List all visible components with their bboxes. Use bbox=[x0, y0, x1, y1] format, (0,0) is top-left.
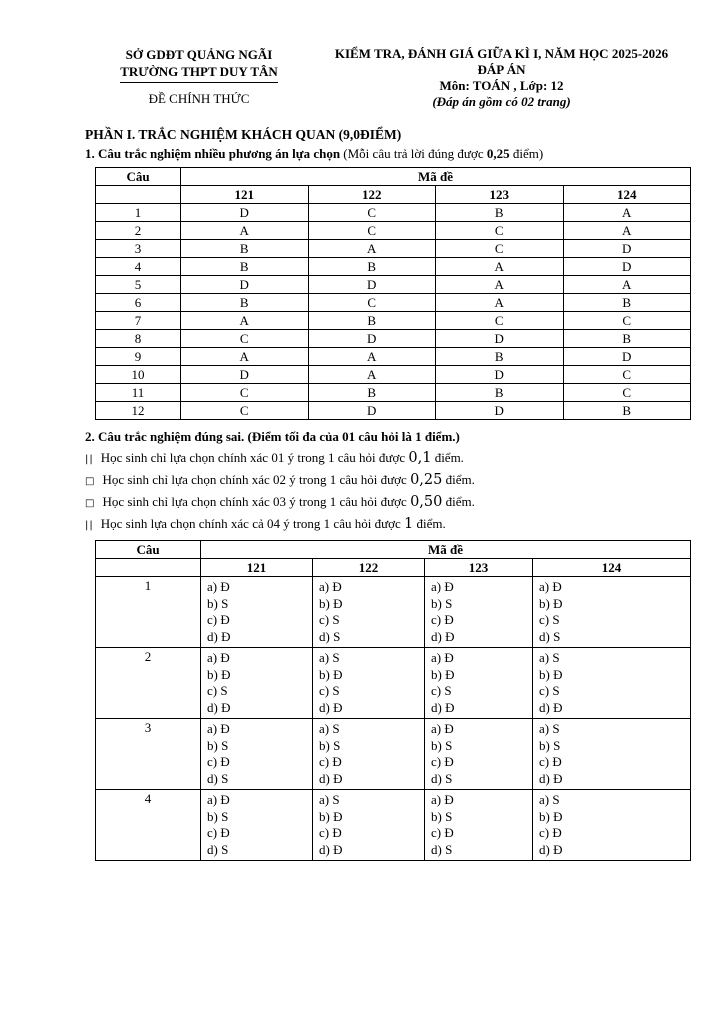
answer-line: c) Đ bbox=[431, 825, 454, 840]
answer-line: b) S bbox=[431, 737, 453, 753]
answer-cell: D bbox=[308, 330, 436, 348]
answer-line: c) S bbox=[431, 683, 452, 698]
true-false-cell bbox=[201, 648, 313, 719]
true-false-row bbox=[96, 648, 691, 719]
answer-cell: A bbox=[181, 222, 309, 240]
question-number: 9 bbox=[96, 348, 181, 366]
answer-line: b) Đ bbox=[539, 595, 563, 611]
scoring-rule bbox=[85, 513, 690, 535]
true-false-row bbox=[96, 790, 691, 861]
answer-line: b) S bbox=[207, 808, 229, 824]
answer-cell: D bbox=[181, 204, 309, 222]
answer-cell: A bbox=[181, 348, 309, 366]
question-number: 1 bbox=[96, 204, 181, 222]
answer-cell: B bbox=[308, 258, 436, 276]
answer-line: d) Đ bbox=[319, 770, 343, 786]
answer-key-title: ĐÁP ÁN bbox=[477, 62, 526, 77]
empty-cell bbox=[96, 559, 201, 577]
question-number: 3 bbox=[96, 719, 201, 790]
scoring-rule bbox=[85, 469, 690, 491]
question-number: 2 bbox=[96, 222, 181, 240]
exam-title: KIỂM TRA, ĐÁNH GIÁ GIỮA KÌ I, NĂM HỌC 2025-2026 bbox=[334, 46, 669, 61]
table2-code-row bbox=[96, 559, 691, 577]
answer-cell: D bbox=[563, 348, 691, 366]
answer-line: c) S bbox=[539, 683, 560, 698]
answer-line: c) Đ bbox=[207, 754, 230, 769]
true-false-cell bbox=[201, 719, 313, 790]
section1-heading bbox=[85, 146, 690, 162]
exam-code: 123 bbox=[436, 186, 564, 204]
answer-row bbox=[96, 222, 691, 240]
answer-cell: B bbox=[181, 294, 309, 312]
department-name: SỞ GDĐT QUẢNG NGÃI bbox=[125, 47, 273, 62]
answer-cell: A bbox=[436, 276, 564, 294]
table1-code-row bbox=[96, 186, 691, 204]
answer-cell: D bbox=[308, 402, 436, 420]
question-number: 4 bbox=[96, 790, 201, 861]
answer-line: c) S bbox=[207, 683, 228, 698]
header-left bbox=[85, 46, 313, 107]
rule-suffix: điểm. bbox=[431, 450, 464, 465]
answer-line: b) S bbox=[207, 595, 229, 611]
section1-lead: 1. Câu trắc nghiệm nhiều phương án lựa chọn bbox=[85, 146, 344, 161]
answer-cell: B bbox=[308, 384, 436, 402]
exam-code: 124 bbox=[563, 186, 691, 204]
answer-line: d) Đ bbox=[319, 841, 343, 857]
answer-cell: B bbox=[436, 348, 564, 366]
answer-line: a) Đ bbox=[207, 650, 230, 665]
question-number: 12 bbox=[96, 402, 181, 420]
answer-row bbox=[96, 402, 691, 420]
true-false-cell bbox=[201, 577, 313, 648]
multiple-choice-answer-table bbox=[95, 167, 691, 420]
answer-line: a) S bbox=[319, 650, 340, 665]
question-column-header: Câu bbox=[96, 541, 201, 559]
document-header bbox=[85, 46, 690, 110]
checkbox-icon: || bbox=[85, 520, 94, 531]
true-false-cell bbox=[313, 577, 425, 648]
answer-line: a) S bbox=[319, 721, 340, 736]
answer-cell: A bbox=[181, 312, 309, 330]
answer-line: c) S bbox=[539, 612, 560, 627]
answer-cell: A bbox=[563, 204, 691, 222]
question-number: 5 bbox=[96, 276, 181, 294]
answer-line: c) Đ bbox=[431, 754, 454, 769]
answer-cell: A bbox=[563, 276, 691, 294]
pages-note: (Đáp án gồm có 02 trang) bbox=[432, 94, 571, 109]
answer-line: b) Đ bbox=[319, 595, 343, 611]
true-false-cell bbox=[313, 790, 425, 861]
answer-line: c) Đ bbox=[539, 825, 562, 840]
rule-suffix: điểm. bbox=[413, 516, 446, 531]
rule-score: 0,25 bbox=[410, 472, 443, 488]
answer-line: b) Đ bbox=[539, 666, 563, 682]
section1-paren1: (Mỗi câu trả lời đúng được bbox=[343, 146, 487, 161]
exam-code: 122 bbox=[308, 186, 436, 204]
empty-cell bbox=[96, 186, 181, 204]
question-number: 3 bbox=[96, 240, 181, 258]
section1-paren2: điểm) bbox=[509, 146, 544, 161]
checkbox-icon: || bbox=[85, 454, 94, 465]
answer-line: a) S bbox=[319, 792, 340, 807]
answer-cell: C bbox=[308, 222, 436, 240]
answer-cell: C bbox=[436, 312, 564, 330]
answer-cell: D bbox=[563, 240, 691, 258]
answer-cell: C bbox=[563, 312, 691, 330]
answer-line: d) S bbox=[431, 770, 453, 786]
question-number: 8 bbox=[96, 330, 181, 348]
answer-line: c) Đ bbox=[431, 612, 454, 627]
answer-line: a) Đ bbox=[539, 579, 562, 594]
answer-line: a) Đ bbox=[431, 721, 454, 736]
answer-line: d) S bbox=[207, 770, 229, 786]
answer-line: a) Đ bbox=[319, 579, 342, 594]
answer-cell: A bbox=[308, 348, 436, 366]
official-exam-label: ĐỀ CHÍNH THỨC bbox=[148, 91, 250, 106]
true-false-row bbox=[96, 577, 691, 648]
answer-line: d) Đ bbox=[207, 699, 231, 715]
answer-cell: B bbox=[181, 258, 309, 276]
answer-cell: A bbox=[308, 366, 436, 384]
answer-cell: B bbox=[563, 294, 691, 312]
answer-line: d) S bbox=[319, 628, 341, 644]
rule-suffix: điểm. bbox=[442, 494, 475, 509]
rule-score: 1 bbox=[404, 516, 414, 532]
rule-score: 0,1 bbox=[408, 450, 432, 466]
answer-cell: D bbox=[436, 366, 564, 384]
true-false-row bbox=[96, 719, 691, 790]
exam-code: 124 bbox=[533, 559, 691, 577]
answer-line: d) S bbox=[207, 841, 229, 857]
answer-line: a) Đ bbox=[431, 792, 454, 807]
answer-line: b) S bbox=[431, 808, 453, 824]
answer-cell: B bbox=[181, 240, 309, 258]
answer-line: d) Đ bbox=[431, 628, 455, 644]
answer-cell: A bbox=[436, 294, 564, 312]
answer-line: c) Đ bbox=[207, 825, 230, 840]
answer-line: b) S bbox=[207, 737, 229, 753]
scoring-rules bbox=[85, 447, 690, 535]
true-false-cell bbox=[313, 648, 425, 719]
scoring-rule bbox=[85, 447, 690, 469]
answer-row bbox=[96, 294, 691, 312]
answer-cell: C bbox=[563, 384, 691, 402]
question-number: 7 bbox=[96, 312, 181, 330]
answer-cell: C bbox=[181, 330, 309, 348]
answer-line: a) S bbox=[539, 721, 560, 736]
rule-score: 0,50 bbox=[410, 494, 443, 510]
answer-cell: D bbox=[436, 402, 564, 420]
answer-cell: C bbox=[436, 222, 564, 240]
answer-line: b) Đ bbox=[207, 666, 231, 682]
school-name-wrap bbox=[85, 63, 313, 83]
table1-header-row bbox=[96, 168, 691, 186]
section1-point-value: 0,25 bbox=[486, 146, 510, 161]
answer-line: c) S bbox=[319, 683, 340, 698]
answer-row bbox=[96, 384, 691, 402]
answer-cell: D bbox=[563, 258, 691, 276]
answer-cell: B bbox=[436, 204, 564, 222]
answer-line: d) Đ bbox=[431, 699, 455, 715]
answer-cell: C bbox=[181, 384, 309, 402]
question-number: 4 bbox=[96, 258, 181, 276]
question-number: 2 bbox=[96, 648, 201, 719]
question-column-header: Câu bbox=[96, 168, 181, 186]
school-name: TRƯỜNG THPT DUY TÂN bbox=[120, 63, 278, 83]
answer-cell: C bbox=[181, 402, 309, 420]
answer-line: b) Đ bbox=[539, 808, 563, 824]
answer-cell: C bbox=[563, 366, 691, 384]
true-false-cell bbox=[533, 719, 691, 790]
answer-cell: C bbox=[308, 204, 436, 222]
answer-line: a) S bbox=[539, 792, 560, 807]
question-number: 6 bbox=[96, 294, 181, 312]
answer-line: a) Đ bbox=[207, 579, 230, 594]
answer-row bbox=[96, 204, 691, 222]
answer-cell: B bbox=[308, 312, 436, 330]
answer-cell: D bbox=[308, 276, 436, 294]
answer-line: d) Đ bbox=[539, 699, 563, 715]
answer-line: b) Đ bbox=[431, 666, 455, 682]
answer-line: d) S bbox=[539, 628, 561, 644]
true-false-cell bbox=[425, 790, 533, 861]
answer-line: d) Đ bbox=[207, 628, 231, 644]
question-number: 11 bbox=[96, 384, 181, 402]
rule-text: Học sinh chỉ lựa chọn chính xác 03 ý trong 1 câu hỏi được bbox=[102, 494, 411, 509]
answer-row bbox=[96, 276, 691, 294]
answer-cell: D bbox=[436, 330, 564, 348]
answer-row bbox=[96, 240, 691, 258]
answer-cell: A bbox=[436, 258, 564, 276]
answer-cell: B bbox=[563, 402, 691, 420]
answer-line: a) Đ bbox=[431, 579, 454, 594]
question-number: 10 bbox=[96, 366, 181, 384]
answer-row bbox=[96, 366, 691, 384]
answer-row bbox=[96, 330, 691, 348]
answer-row bbox=[96, 348, 691, 366]
checkbox-icon: □ bbox=[85, 476, 96, 487]
answer-line: d) Đ bbox=[539, 770, 563, 786]
true-false-cell bbox=[425, 648, 533, 719]
answer-line: a) S bbox=[539, 650, 560, 665]
rule-text: Học sinh lựa chọn chính xác cả 04 ý trong 1 câu hỏi được bbox=[100, 516, 405, 531]
answer-line: c) S bbox=[319, 612, 340, 627]
section2-heading bbox=[85, 429, 690, 445]
exam-code: 122 bbox=[313, 559, 425, 577]
subject-line: Môn: TOÁN , Lớp: 12 bbox=[439, 78, 564, 93]
answer-row bbox=[96, 312, 691, 330]
true-false-cell bbox=[425, 577, 533, 648]
header-right bbox=[313, 46, 690, 110]
answer-cell: C bbox=[308, 294, 436, 312]
answer-line: c) Đ bbox=[207, 612, 230, 627]
answer-line: a) Đ bbox=[207, 721, 230, 736]
rule-text: Học sinh chỉ lựa chọn chính xác 01 ý trong 1 câu hỏi được bbox=[100, 450, 409, 465]
answer-line: a) Đ bbox=[431, 650, 454, 665]
section2-lead: 2. Câu trắc nghiệm đúng sai. bbox=[85, 429, 248, 444]
true-false-cell bbox=[313, 719, 425, 790]
true-false-cell bbox=[201, 790, 313, 861]
answer-line: b) S bbox=[539, 737, 561, 753]
rule-text: Học sinh chỉ lựa chọn chính xác 02 ý trong 1 câu hỏi được bbox=[102, 472, 411, 487]
answer-line: d) Đ bbox=[539, 841, 563, 857]
answer-cell: B bbox=[563, 330, 691, 348]
answer-line: b) S bbox=[431, 595, 453, 611]
table2-header-row bbox=[96, 541, 691, 559]
true-false-cell bbox=[533, 648, 691, 719]
true-false-cell bbox=[533, 577, 691, 648]
answer-line: d) Đ bbox=[319, 699, 343, 715]
part1-heading: PHẦN I. TRẮC NGHIỆM KHÁCH QUAN (9,0ĐIỂM) bbox=[85, 127, 402, 142]
section2-paren: (Điểm tối đa của 01 câu hỏi là 1 điểm.) bbox=[247, 429, 460, 444]
exam-code-group-header: Mã đề bbox=[181, 168, 691, 186]
scoring-rule bbox=[85, 491, 690, 513]
question-number: 1 bbox=[96, 577, 201, 648]
true-false-cell bbox=[533, 790, 691, 861]
answer-line: a) Đ bbox=[207, 792, 230, 807]
answer-row bbox=[96, 258, 691, 276]
answer-cell: A bbox=[308, 240, 436, 258]
rule-suffix: điểm. bbox=[442, 472, 475, 487]
answer-cell: B bbox=[436, 384, 564, 402]
checkbox-icon: □ bbox=[85, 498, 96, 509]
exam-code-group-header: Mã đề bbox=[201, 541, 691, 559]
answer-cell: C bbox=[436, 240, 564, 258]
answer-line: c) Đ bbox=[319, 825, 342, 840]
answer-cell: D bbox=[181, 366, 309, 384]
true-false-answer-table bbox=[95, 540, 691, 861]
answer-line: d) S bbox=[431, 841, 453, 857]
answer-line: b) Đ bbox=[319, 666, 343, 682]
exam-code: 123 bbox=[425, 559, 533, 577]
answer-line: c) Đ bbox=[539, 754, 562, 769]
exam-code: 121 bbox=[201, 559, 313, 577]
exam-code: 121 bbox=[181, 186, 309, 204]
answer-line: b) S bbox=[319, 737, 341, 753]
answer-line: c) Đ bbox=[319, 754, 342, 769]
answer-cell: D bbox=[181, 276, 309, 294]
answer-line: b) Đ bbox=[319, 808, 343, 824]
answer-cell: A bbox=[563, 222, 691, 240]
true-false-cell bbox=[425, 719, 533, 790]
